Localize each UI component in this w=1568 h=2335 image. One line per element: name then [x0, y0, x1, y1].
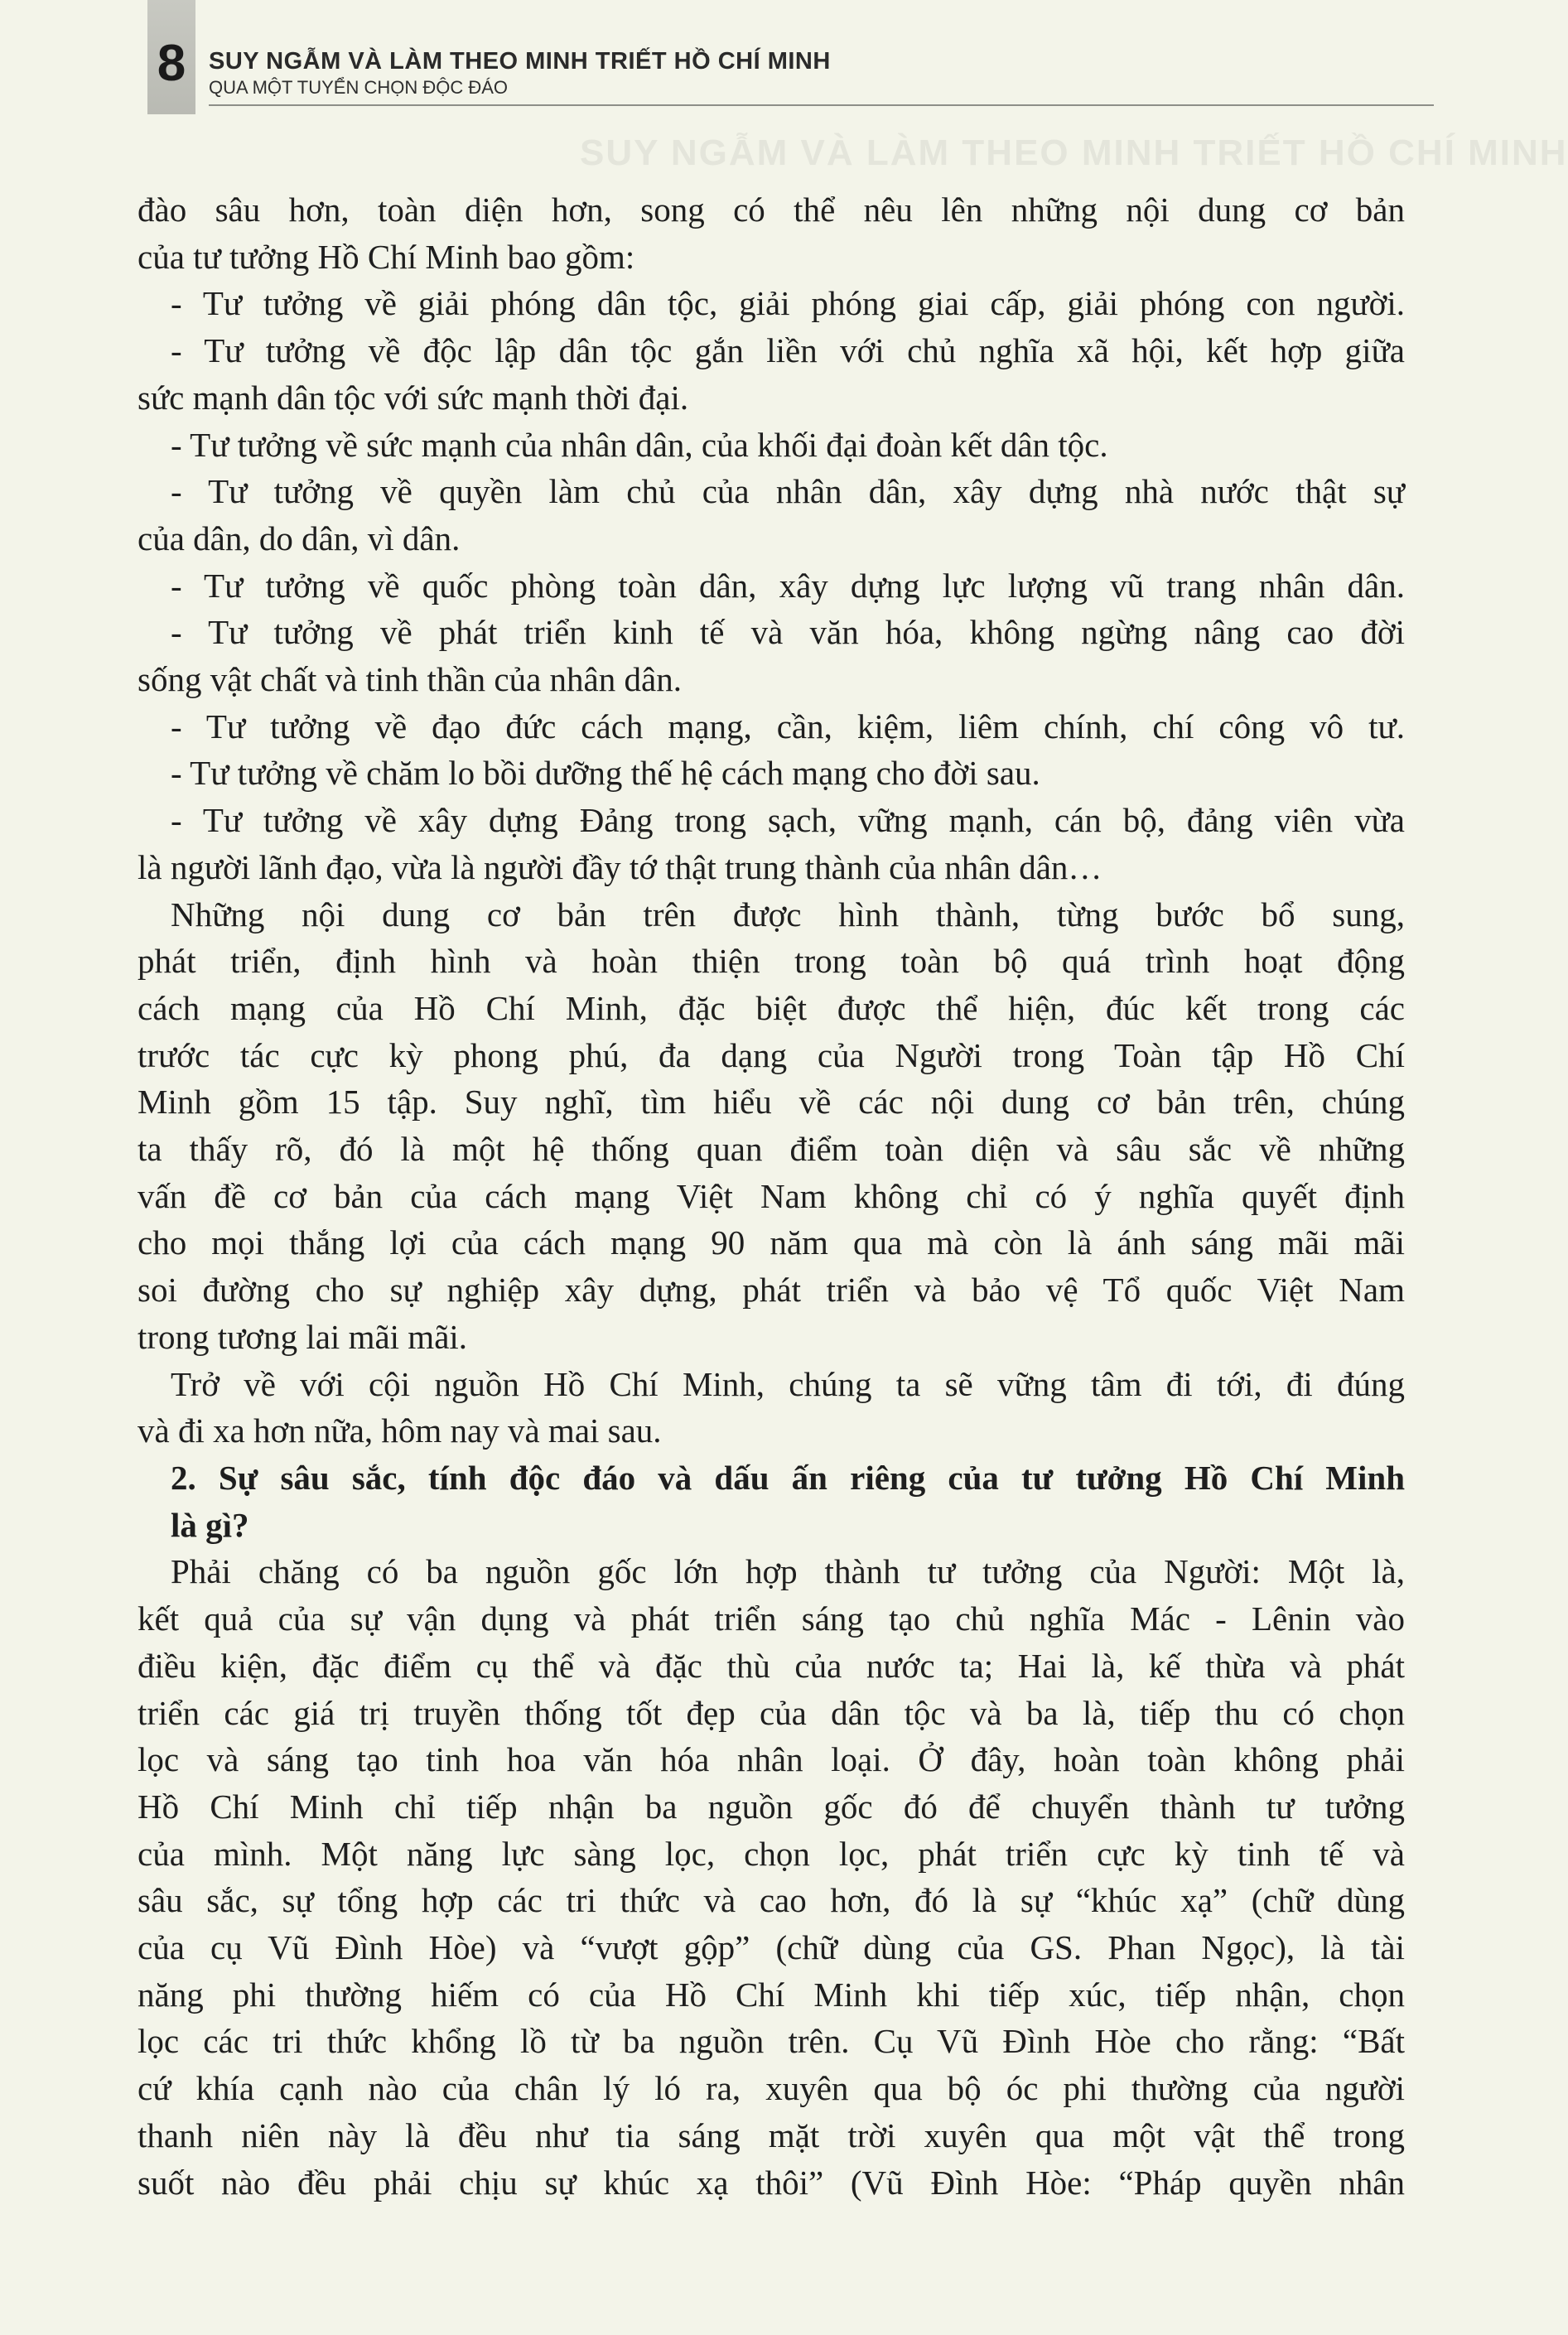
list-item: - Tư tưởng về quốc phòng toàn dân, xây dựng lực lượng vũ trang nhân dân.	[171, 566, 1405, 605]
text-line: kết quả của sự vận dụng và phát triển sáng tạo chủ nghĩa Mác - Lênin vào	[138, 1599, 1405, 1638]
text-line: của mình. Một năng lực sàng lọc, chọn lọc, phát triển cực kỳ tinh tế và	[138, 1834, 1405, 1873]
paragraph-start: Trở về với cội nguồn Hồ Chí Minh, chúng ta sẽ vững tâm đi tới, đi đúng	[171, 1364, 1405, 1403]
text-line: sức mạnh dân tộc với sức mạnh thời đại.	[138, 378, 689, 417]
text-line: của dân, do dân, vì dân.	[138, 519, 461, 557]
text-line: suốt nào đều phải chịu sự khúc xạ thôi” (Vũ Đình Hòe: “Pháp quyền nhân	[138, 2163, 1405, 2202]
text-line: điều kiện, đặc điểm cụ thể và đặc thù của nước ta; Hai là, kế thừa và phát	[138, 1646, 1405, 1685]
text-line: phát triển, định hình và hoàn thiện trong toàn bộ quá trình hoạt động	[138, 942, 1405, 981]
section-heading-cont: là gì?	[171, 1505, 249, 1544]
text-line: lọc và sáng tạo tinh hoa văn hóa nhân loại. Ở đây, hoàn toàn không phải	[138, 1740, 1405, 1779]
list-item: - Tư tưởng về quyền làm chủ của nhân dân, xây dựng nhà nước thật sự	[171, 472, 1405, 511]
text-line: soi đường cho sự nghiệp xây dựng, phát triển và bảo vệ Tổ quốc Việt Nam	[138, 1271, 1405, 1310]
text-line: cho mọi thắng lợi của cách mạng 90 năm qua mà còn là ánh sáng mãi mãi	[138, 1223, 1405, 1262]
show-through-text: SUY NGẪM VÀ LÀM THEO MINH TRIẾT HỒ CHÍ MINH	[580, 133, 1568, 173]
paragraph-start: Phải chăng có ba nguồn gốc lớn hợp thành tư tưởng của Người: Một là,	[171, 1552, 1405, 1591]
text-line: vấn đề cơ bản của cách mạng Việt Nam không chỉ có ý nghĩa quyết định	[138, 1176, 1405, 1215]
list-item: - Tư tưởng về chăm lo bồi dưỡng thế hệ cách mạng cho đời sau.	[171, 754, 1040, 793]
text-line: của tư tưởng Hồ Chí Minh bao gồm:	[138, 237, 635, 276]
list-item: - Tư tưởng về sức mạnh của nhân dân, của khối đại đoàn kết dân tộc.	[171, 425, 1108, 464]
text-line: trước tác cực kỳ phong phú, đa dạng của Người trong Toàn tập Hồ Chí	[138, 1035, 1405, 1074]
list-item: - Tư tưởng về xây dựng Đảng trong sạch, vững mạnh, cán bộ, đảng viên vừa	[171, 801, 1405, 840]
running-subtitle: QUA MỘT TUYỂN CHỌN ĐỘC ĐÁO	[209, 77, 509, 98]
text-line: đào sâu hơn, toàn diện hơn, song có thể nêu lên những nội dung cơ bản	[138, 191, 1405, 229]
running-title: SUY NGẪM VÀ LÀM THEO MINH TRIẾT HỒ CHÍ MINH	[209, 48, 831, 75]
text-line: cứ khía cạnh nào của chân lý ló ra, xuyên qua bộ óc phi thường của người	[138, 2069, 1405, 2108]
text-line: Hồ Chí Minh chỉ tiếp nhận ba nguồn gốc đó để chuyển thành tư tưởng	[138, 1787, 1405, 1826]
text-line: sống vật chất và tinh thần của nhân dân.	[138, 660, 682, 699]
header-rule	[209, 104, 1434, 106]
text-line: năng phi thường hiếm có của Hồ Chí Minh khi tiếp xúc, tiếp nhận, chọn	[138, 1975, 1405, 2014]
text-line: trong tương lai mãi mãi.	[138, 1317, 468, 1356]
body-text	[138, 186, 1405, 2206]
list-item: - Tư tưởng về giải phóng dân tộc, giải phóng giai cấp, giải phóng con người.	[171, 284, 1405, 323]
list-item: - Tư tưởng về đạo đức cách mạng, cần, kiệm, liêm chính, chí công vô tư.	[171, 707, 1405, 745]
section-heading: 2. Sự sâu sắc, tính độc đáo và dấu ấn riêng của tư tưởng Hồ Chí Minh	[171, 1458, 1405, 1497]
list-item: - Tư tưởng về phát triển kinh tế và văn hóa, không ngừng nâng cao đời	[171, 613, 1405, 652]
page-number: 8	[157, 35, 186, 92]
text-line: thanh niên này là đều như tia sáng mặt trời xuyên qua một vật thể trong	[138, 2115, 1405, 2154]
text-line: của cụ Vũ Đình Hòe) và “vượt gộp” (chữ dùng của GS. Phan Ngọc), là tài	[138, 1928, 1405, 1967]
text-line: ta thấy rõ, đó là một hệ thống quan điểm toàn diện và sâu sắc về những	[138, 1130, 1405, 1169]
page-header	[0, 0, 1434, 124]
text-line: triển các giá trị truyền thống tốt đẹp của dân tộc và ba là, tiếp thu có chọn	[138, 1693, 1405, 1732]
text-line: lọc các tri thức khổng lồ từ ba nguồn trên. Cụ Vũ Đình Hòe cho rằng: “Bất	[138, 2022, 1405, 2061]
text-line: là người lãnh đạo, vừa là người đầy tớ thật trung thành của nhân dân…	[138, 847, 1102, 886]
list-item: - Tư tưởng về độc lập dân tộc gắn liền với chủ nghĩa xã hội, kết hợp giữa	[171, 331, 1405, 370]
paragraph-start: Những nội dung cơ bản trên được hình thành, từng bước bổ sung,	[171, 895, 1405, 934]
text-line: Minh gồm 15 tập. Suy nghĩ, tìm hiểu về các nội dung cơ bản trên, chúng	[138, 1083, 1405, 1122]
text-line: cách mạng của Hồ Chí Minh, đặc biệt được thể hiện, đúc kết trong các	[138, 988, 1405, 1027]
text-line: sâu sắc, sự tổng hợp các tri thức và cao hơn, đó là sự “khúc xạ” (chữ dùng	[138, 1881, 1405, 1920]
text-line: và đi xa hơn nữa, hôm nay và mai sau.	[138, 1411, 662, 1450]
